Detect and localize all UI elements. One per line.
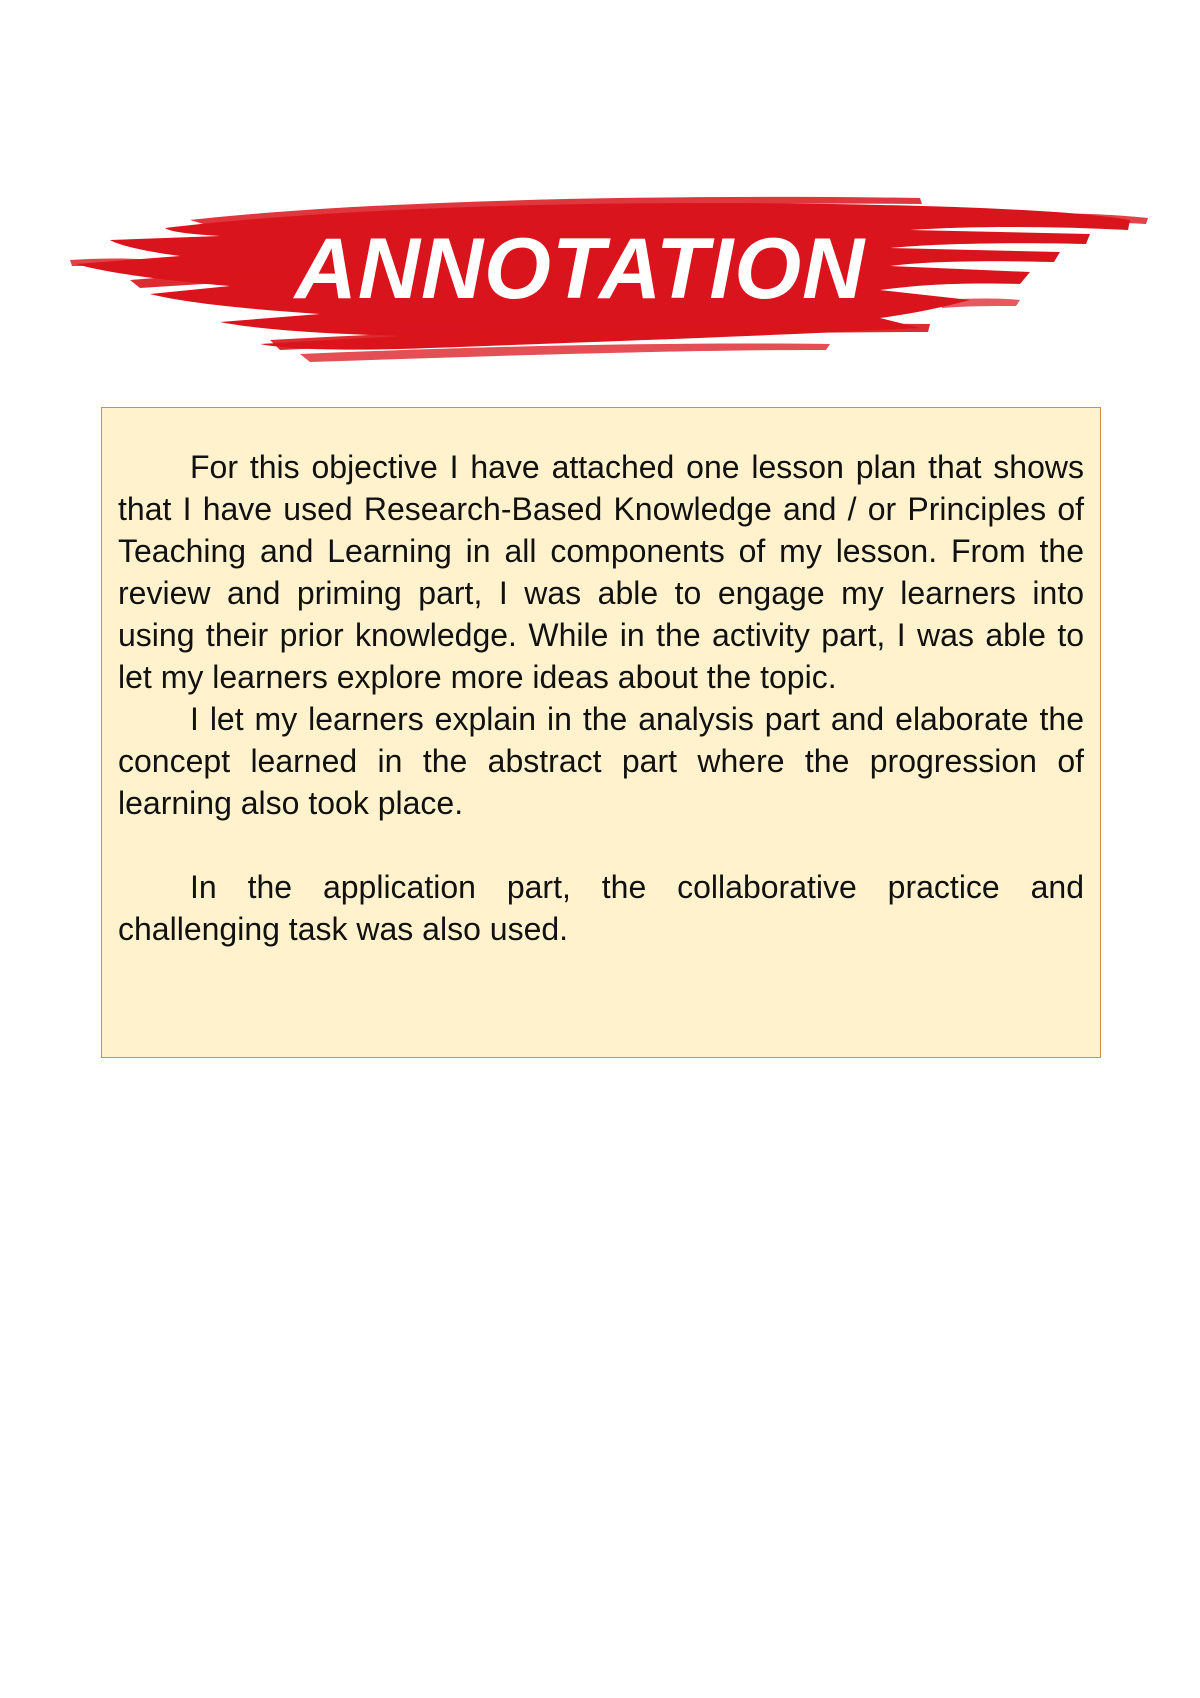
title-banner — [70, 190, 1150, 380]
annotation-paragraph-1: For this objective I have attached one lesson plan that shows that I have used Research-Based Knowledge and / or Principles of Teaching and Learning in all components of my lesson. From the review and priming part, I was able to engage my learners into using their prior knowledge. While in the activity part, I was able to let my learners explore more ideas about the topic. — [118, 449, 1084, 695]
annotation-paragraph-3: In the application part, the collaborative practice and challenging task was also used. — [118, 869, 1084, 947]
page-title: ANNOTATION — [294, 220, 866, 317]
annotation-text-box — [101, 407, 1101, 1058]
annotation-paragraph-2: I let my learners explain in the analysis part and elaborate the concept learned in the abstract part where the progression of learning also took place. — [118, 701, 1084, 821]
